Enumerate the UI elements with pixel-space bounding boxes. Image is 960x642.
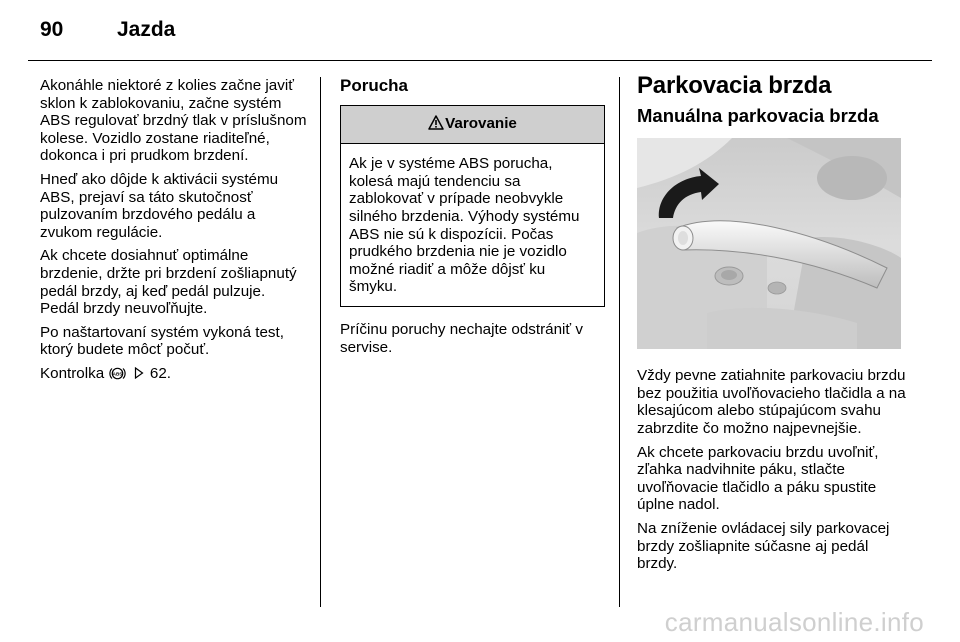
page-number: 90 bbox=[40, 18, 64, 41]
column-abs-text bbox=[40, 77, 308, 392]
warning-header bbox=[341, 106, 604, 145]
abs-paragraph-1: Akonáhle niektoré z kolies začne javiť sklon k zablokovaniu, začne systém ABS regulovať brzdný tlak v príslušnom kolese. Vozidlo zostane riaditeľné, dokonca i pri prudkom brzdení. bbox=[40, 77, 307, 165]
page-reference-arrow-icon bbox=[134, 366, 144, 384]
malfunction-paragraph: Príčinu poruchy nechajte odstrániť v servise. bbox=[340, 320, 583, 356]
abs-warning-lamp-icon bbox=[109, 366, 126, 386]
indicator-label: Kontrolka bbox=[40, 364, 105, 382]
parking-brake-paragraph-2: Ak chcete parkovaciu brzdu uvoľniť, zľahka nadvihnite páku, stlačte uvoľňovacie tlačidlo a páku spustite úplne nadol. bbox=[637, 443, 879, 514]
abs-paragraph-4: Po naštartovaní systém vykoná test, ktorý budete môcť počuť. bbox=[40, 323, 284, 359]
abs-indicator-reference bbox=[40, 365, 308, 386]
warning-title: Varovanie bbox=[445, 114, 517, 132]
abs-paragraph-3: Ak chcete dosiahnuť optimálne brzdenie, držte pri brzdení zošliapnutý pedál brzdy, aj keď pedál pulzuje. Pedál brzdy neuvoľňujte. bbox=[40, 247, 297, 318]
column-malfunction bbox=[340, 77, 605, 362]
warning-triangle-icon bbox=[428, 115, 444, 135]
column-divider-right bbox=[619, 77, 620, 607]
warning-text: Ak je v systéme ABS porucha, kolesá majú tendenciu sa zablokovať v prípade neobvykle silného brzdenia. Výhody systému ABS nie sú k dispozícii. Počas prudkého brzdenia nie je vozidlo možné riadiť a môže dôjsť ku šmyku. bbox=[349, 155, 580, 296]
parking-brake-paragraph-3: Na zníženie ovládacej sily parkovacej brzdy zošliapnite súčasne aj pedál brzdy. bbox=[637, 519, 890, 573]
chapter-title: Jazda bbox=[117, 18, 176, 41]
section-heading-malfunction: Porucha bbox=[340, 76, 409, 95]
svg-text:ABS: ABS bbox=[113, 371, 123, 377]
watermark: carmanualsonline.info bbox=[664, 607, 924, 637]
page-reference-link[interactable]: 62. bbox=[149, 364, 171, 382]
section-heading-parking-brake: Parkovacia brzda bbox=[637, 72, 832, 99]
parking-brake-paragraph-1: Vždy pevne zatiahnite parkovaciu brzdu bez použitia uvoľňovacieho tlačidla a na klesajúcom alebo stúpajúcom svahu zabrzdite čo možno najpevnejšie. bbox=[637, 367, 906, 437]
subheading-manual-parking-brake: Manuálna parkovacia brzda bbox=[637, 104, 879, 126]
parking-brake-lever-illustration bbox=[637, 138, 901, 349]
header-divider bbox=[28, 60, 932, 61]
abs-paragraph-2: Hneď ako dôjde k aktivácii systému ABS, prejaví sa táto skutočnosť pulzovaním brzdového pedálu a zvukom regulácie. bbox=[40, 170, 279, 241]
warning-box bbox=[340, 105, 605, 307]
column-parking-brake bbox=[637, 72, 907, 579]
column-divider-left bbox=[320, 77, 321, 607]
